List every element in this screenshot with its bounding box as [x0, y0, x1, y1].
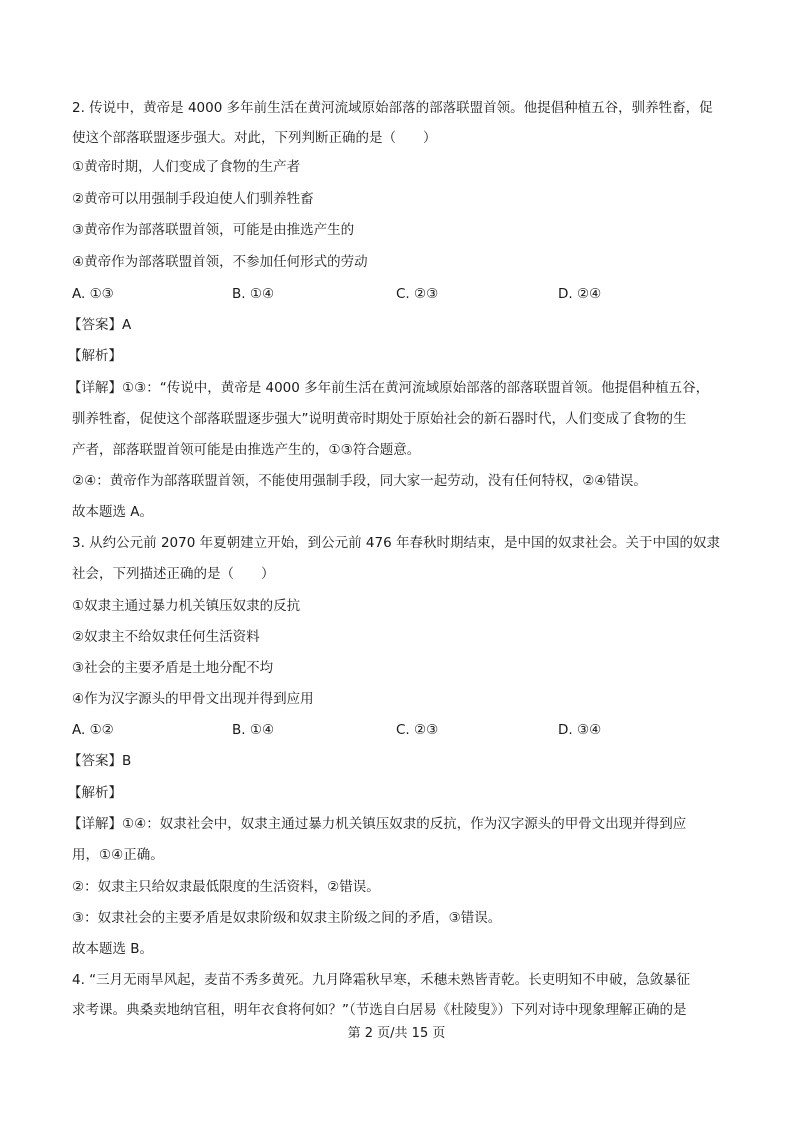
q2-item-2: ②黄帝可以用强制手段迫使人们驯养牲畜 [72, 191, 314, 207]
q3-option-c: C. ②③ [396, 722, 439, 738]
q4-stem-line-2: 求考课。典桑卖地纳官租，明年衣食将何如？”（节选自白居易《杜陵叟》）下列对诗中现象理解正确的是 [72, 1002, 687, 1018]
q3-detail-line-1: 【详解】①④：奴隶社会中，奴隶主通过暴力机关镇压奴隶的反抗，作为汉字源头的甲骨文出现并得到应 [68, 816, 687, 832]
q2-stem-line-2: 使这个部落联盟逐步强大。对此，下列判断正确的是（ ） [72, 130, 437, 146]
q3-option-d: D. ③④ [558, 722, 602, 738]
q3-option-a: A. ①② [72, 722, 114, 738]
q2-option-c: C. ②③ [396, 286, 439, 302]
q3-answer: 【答案】B [68, 753, 132, 769]
q2-conclusion: 故本题选 A。 [72, 504, 154, 520]
q2-item-4: ④黄帝作为部落联盟首领，不参加任何形式的劳动 [72, 254, 368, 270]
q3-item-2: ②奴隶主不给奴隶任何生活资料 [72, 629, 260, 645]
q2-item-3: ③黄帝作为部落联盟首领，可能是由推选产生的 [72, 222, 355, 238]
q2-detail-line-3: 产者，部落联盟首领可能是由推选产生的，①③符合题意。 [72, 442, 421, 458]
q2-option-b: B. ①④ [232, 286, 275, 302]
q3-analysis-label: 【解析】 [68, 785, 122, 801]
q3-stem-line-1: 3. 从约公元前 2070 年夏朝建立开始，到公元前 476 年春秋时期结束，是中国的奴隶社会。关于中国的奴隶 [72, 535, 720, 551]
q3-detail-line-3: ②：奴隶主只给奴隶最低限度的生活资料，②错误。 [72, 879, 380, 895]
q3-detail-line-4: ③：奴隶社会的主要矛盾是奴隶阶级和奴隶主阶级之间的矛盾，③错误。 [72, 910, 502, 926]
page-number-footer: 第 2 页/共 15 页 [347, 1026, 446, 1041]
q3-conclusion: 故本题选 B。 [72, 941, 154, 957]
q2-item-1: ①黄帝时期，人们变成了食物的生产者 [72, 159, 301, 175]
q2-option-d: D. ②④ [558, 286, 602, 302]
q2-analysis-label: 【解析】 [68, 348, 122, 364]
q3-detail-line-2: 用，①④正确。 [72, 847, 164, 863]
q3-item-3: ③社会的主要矛盾是土地分配不均 [72, 660, 274, 676]
q2-answer: 【答案】A [68, 317, 132, 333]
q2-detail-line-2: 驯养牲畜，促使这个部落联盟逐步强大”说明黄帝时期处于原始社会的新石器时代，人们变成了食物的生 [72, 411, 687, 427]
q2-detail-line-4: ②④：黄帝作为部落联盟首领，不能使用强制手段，同大家一起劳动，没有任何特权，②④错误。 [72, 473, 647, 489]
q2-option-a: A. ①③ [72, 286, 114, 302]
q3-item-1: ①奴隶主通过暴力机关镇压奴隶的反抗 [72, 598, 301, 614]
q2-detail-line-1: 【详解】①③：“传说中，黄帝是 4000 多年前生活在黄河流域原始部落的部落联盟首领。他提倡种植五谷， [68, 380, 710, 396]
q3-option-b: B. ①④ [232, 722, 275, 738]
q3-stem-line-2: 社会，下列描述正确的是（ ） [72, 566, 275, 582]
q3-item-4: ④作为汉字源头的甲骨文出现并得到应用 [72, 691, 314, 707]
q2-stem-line-1: 2. 传说中，黄帝是 4000 多年前生活在黄河流域原始部落的部落联盟首领。他提倡种植五谷，驯养牲畜，促 [72, 100, 713, 116]
q4-stem-line-1: 4. “三月无雨旱风起，麦苗不秀多黄死。九月降霜秋早寒，禾穗未熟皆青乾。长吏明知不申破，急敛暴征 [72, 972, 691, 988]
